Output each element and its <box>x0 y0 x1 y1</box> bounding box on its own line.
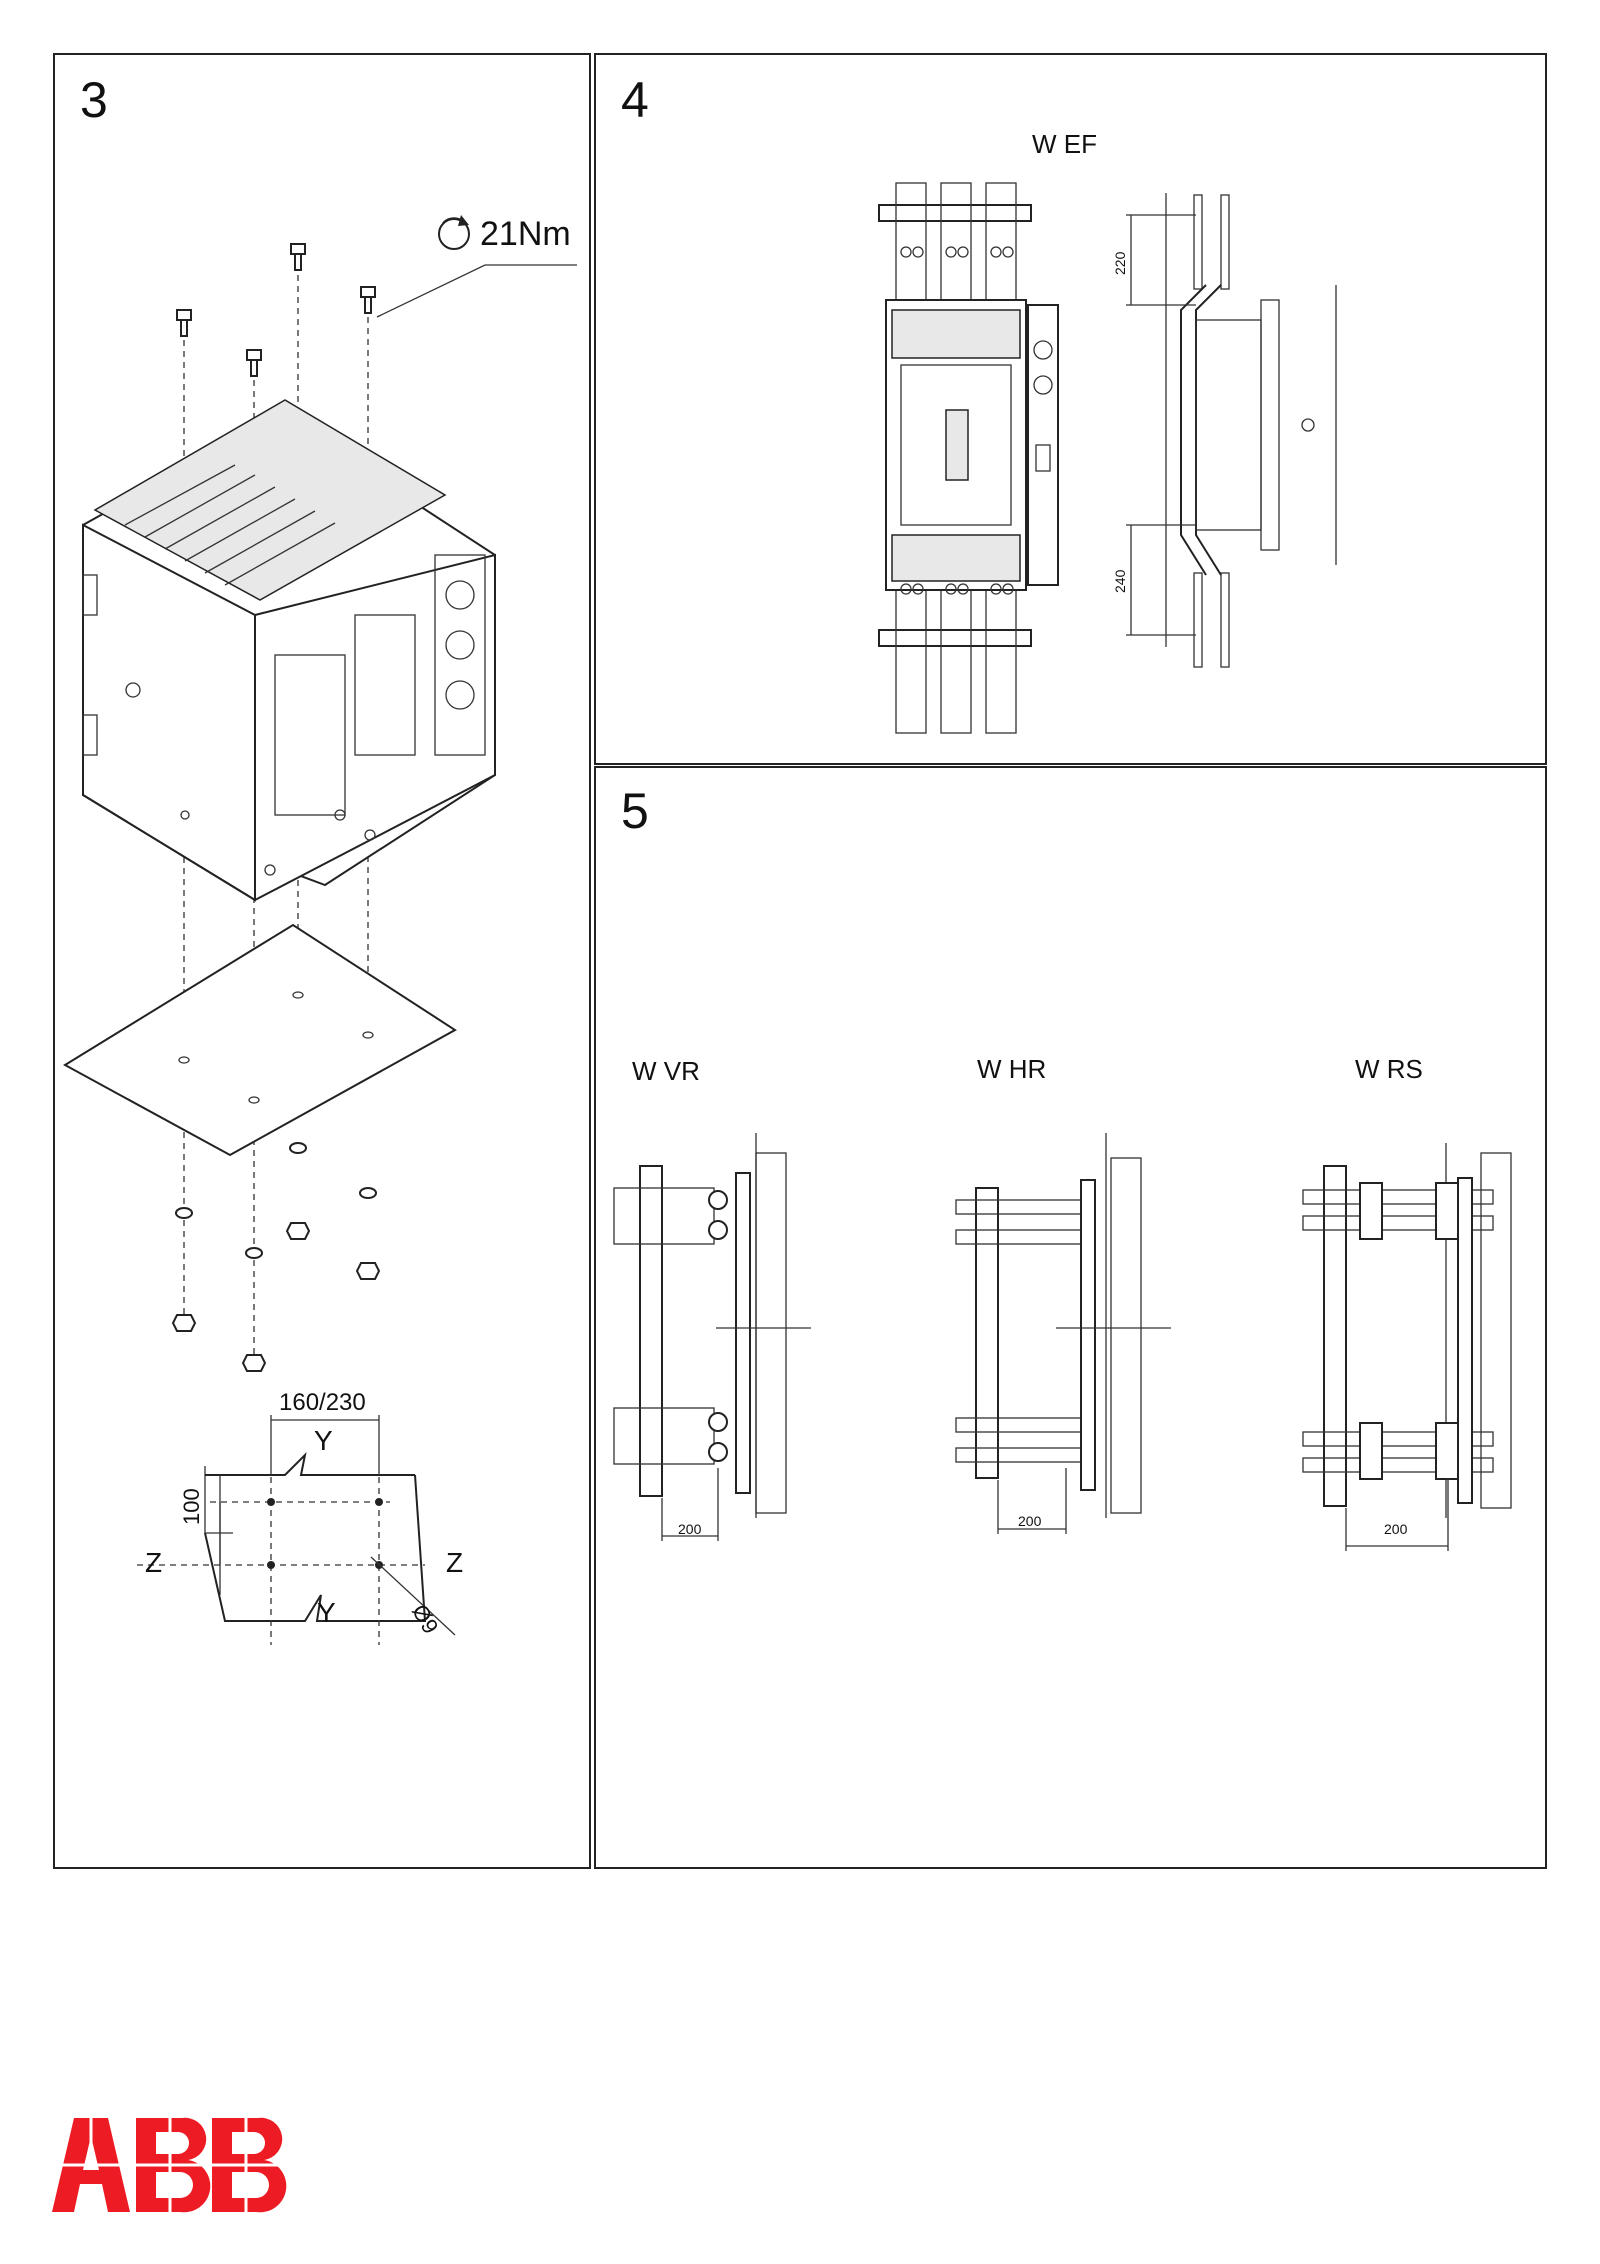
panel-4-caption: W EF <box>1032 129 1097 159</box>
whr-drawing <box>956 1133 1171 1534</box>
variant-wvr-caption: W VR <box>632 1056 700 1086</box>
panel-number-4: 4 <box>621 72 649 128</box>
abb-logo <box>52 2118 292 2212</box>
drilling-template <box>137 1415 455 1645</box>
bolt-icon <box>177 244 375 376</box>
dim-height-label: 100 <box>179 1488 204 1525</box>
whr-dim-label: 200 <box>1018 1513 1042 1529</box>
mounting-plate <box>65 925 455 1155</box>
wvr-drawing <box>614 1133 811 1541</box>
axis-y-bottom: Y <box>317 1597 336 1628</box>
panel-number-3: 3 <box>80 72 108 128</box>
panel-5-drawing <box>596 768 1549 1871</box>
dim-240-label: 240 <box>1112 569 1128 593</box>
side-view <box>1126 193 1336 667</box>
panel-3 <box>53 53 591 1869</box>
dim-width-label: 160/230 <box>279 1389 366 1416</box>
axis-z-left: Z <box>145 1547 163 1578</box>
panel-4 <box>594 53 1547 765</box>
bolt-icon <box>709 1191 727 1461</box>
front-view <box>879 183 1058 733</box>
axis-y-top: Y <box>314 1425 333 1456</box>
wrs-drawing <box>1303 1143 1511 1551</box>
torque-label: 21Nm <box>480 215 571 253</box>
wrs-dim-label: 200 <box>1384 1521 1408 1537</box>
wvr-dim-label: 200 <box>678 1521 702 1537</box>
dim-220-label: 220 <box>1112 251 1128 275</box>
hole-diameter-label: Ø9 <box>407 1600 444 1638</box>
panel-number-5: 5 <box>621 783 649 839</box>
panel-4-drawing <box>596 55 1549 767</box>
panel-5 <box>594 766 1547 1869</box>
axis-z-right: Z <box>446 1547 464 1578</box>
torque-icon <box>439 215 469 249</box>
fixed-part-frame <box>83 400 495 900</box>
variant-whr-caption: W HR <box>977 1054 1047 1084</box>
nut-icon <box>173 1143 379 1371</box>
variant-wrs-caption: W RS <box>1355 1054 1423 1084</box>
